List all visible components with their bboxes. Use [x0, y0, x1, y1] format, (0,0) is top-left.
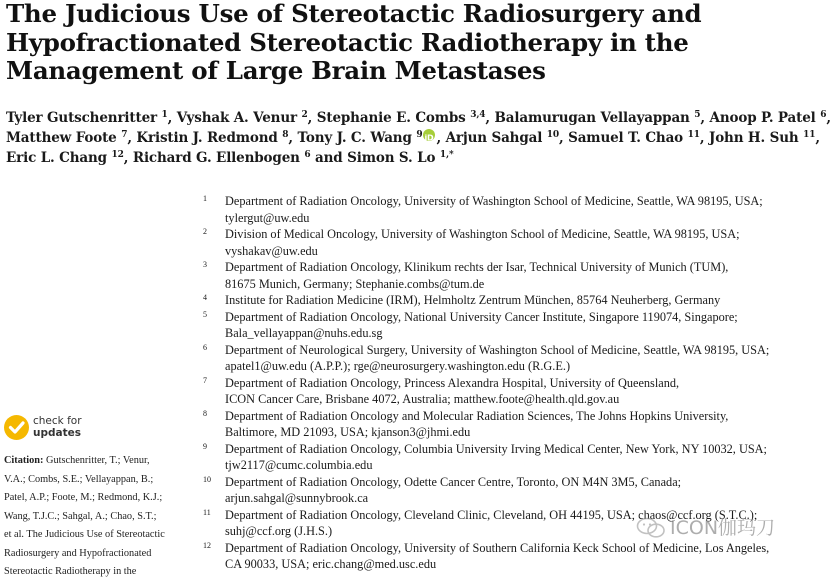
wechat-icon: [636, 517, 666, 543]
affiliation-number: 9: [203, 441, 207, 451]
author-name[interactable]: Arjun Sahgal: [445, 130, 543, 146]
author-name[interactable]: Kristin J. Redmond: [136, 130, 278, 146]
affiliation-number: 10: [203, 474, 211, 484]
author-affil-ref[interactable]: 1,*: [439, 150, 454, 160]
affiliation-text: Division of Medical Oncology, University of Washington School of Medicine, Seattle, WA 98195, USA;: [225, 227, 740, 241]
affiliation-item: [203, 259, 808, 292]
affiliation-email[interactable]: 81675 Munich, Germany; Stephanie.combs@tum.de: [225, 276, 485, 291]
author-separator: ,: [559, 130, 569, 146]
author-name[interactable]: Stephanie E. Combs: [316, 110, 466, 126]
affiliation-number: 6: [203, 342, 207, 352]
affiliation-number: 11: [203, 507, 211, 517]
affiliation-text: Department of Radiation Oncology, University of Washington School of Medicine, Seattle, WA 98195, USA;: [225, 194, 763, 208]
author-separator: ,: [815, 130, 820, 146]
affiliation-text: Department of Radiation Oncology, Princess Alexandra Hospital, University of Queensland,: [225, 375, 680, 390]
affiliation-number: 5: [203, 309, 207, 319]
affiliation-item: [203, 193, 808, 226]
author-name[interactable]: Matthew Foote: [6, 130, 117, 146]
author-name[interactable]: Anoop P. Patel: [709, 110, 816, 126]
affiliation-number: 8: [203, 408, 207, 418]
author-name[interactable]: John H. Suh: [708, 130, 799, 146]
affiliation-item: [203, 292, 808, 309]
title-line: Management of Large Brain Metastases: [6, 56, 546, 85]
author-separator: ,: [700, 110, 710, 126]
author-name[interactable]: Simon S. Lo: [347, 150, 436, 166]
orcid-icon[interactable]: [423, 129, 435, 141]
author-affil-ref[interactable]: 3,4: [470, 110, 486, 120]
affiliation-item: [203, 226, 808, 259]
affiliation-item: [203, 474, 808, 507]
citation-block: [4, 452, 194, 582]
affiliation-email[interactable]: CA 90033, USA; eric.chang@med.usc.edu: [225, 557, 437, 571]
affiliation-text: Department of Radiation Oncology, Odette Cancer Centre, Toronto, ON M4N 3M5, Canada;: [225, 474, 682, 489]
check-updates-line1: check for: [33, 415, 82, 427]
author-affil-ref[interactable]: 6: [820, 110, 827, 120]
author-affil-ref[interactable]: 8: [282, 130, 289, 140]
citation-line: Wang, T.J.C.; Sahgal, A.; Chao, S.T.;: [4, 510, 157, 522]
author-affil-ref[interactable]: 2: [301, 110, 308, 120]
author-name[interactable]: Eric L. Chang: [6, 150, 107, 166]
author-separator: ,: [123, 150, 133, 166]
affiliation-number: 12: [203, 540, 211, 550]
affiliation-email[interactable]: arjun.sahgal@sunnybrook.ca: [225, 491, 369, 505]
affiliation-email[interactable]: ICON Cancer Care, Brisbane 4072, Australia; matthew.foote@health.qld.gov.au: [225, 392, 620, 406]
citation-line: V.A.; Combs, S.E.; Vellayappan, B.;: [4, 473, 154, 485]
affiliation-email[interactable]: Baltimore, MD 21093, USA; kjanson3@jhmi.edu: [225, 425, 471, 439]
author-separator: ,: [826, 110, 831, 126]
citation-line: Stereotactic Radiotherapy in the: [4, 566, 137, 577]
author-affil-ref[interactable]: 12: [111, 150, 124, 160]
paper-title: [6, 0, 806, 86]
affiliation-text: Department of Radiation Oncology and Molecular Radiation Sciences, The Johns Hopkins University,: [225, 408, 729, 423]
author-line: [6, 148, 811, 168]
author-affil-ref[interactable]: 10: [546, 130, 559, 140]
citation-line: et al. The Judicious Use of Stereotactic: [4, 529, 165, 540]
citation-text: Gutschenritter, T.; Venur,: [43, 455, 150, 466]
affiliation-text: Department of Radiation Oncology, Columbia University Irving Medical Center, New York, NY 10032, USA;: [225, 441, 767, 456]
affiliation-number: 7: [203, 375, 207, 385]
affiliation-number: 4: [203, 293, 207, 302]
author-affil-ref[interactable]: 11: [803, 130, 816, 140]
check-icon: [4, 415, 29, 440]
author-name[interactable]: Tyler Gutschenritter: [6, 110, 157, 126]
affiliation-item: [203, 441, 808, 474]
affiliation-number: 3: [203, 260, 207, 269]
author-name[interactable]: Tony J. C. Wang: [297, 130, 412, 146]
author-line: [6, 108, 831, 128]
author-separator: ,: [288, 130, 298, 146]
affiliation-email[interactable]: apatel1@uw.edu (A.P.P.); rge@neurosurgery.washington.edu (R.G.E.): [225, 359, 571, 373]
author-affil-ref[interactable]: 6: [304, 150, 311, 160]
author-separator: ,: [699, 130, 709, 146]
affiliation-item: [203, 408, 808, 441]
author-list: [6, 108, 831, 168]
author-name[interactable]: Richard G. Ellenbogen: [132, 150, 300, 166]
check-updates-line2: updates: [33, 427, 81, 439]
author-separator: ,: [127, 130, 137, 146]
title-line: Hypofractionated Stereotactic Radiotherapy in the: [6, 27, 689, 57]
check-for-updates-badge[interactable]: [4, 414, 104, 442]
watermark-text: ICON伽玛刀: [670, 517, 776, 539]
affiliation-email[interactable]: tjw2117@cumc.columbia.edu: [225, 458, 373, 472]
affiliation-number: 2: [203, 227, 207, 236]
affiliation-item: [203, 540, 808, 573]
affiliation-text: Department of Radiation Oncology, Klinikum rechts der Isar, Technical University of Munich (TUM),: [225, 260, 729, 274]
watermark: [636, 514, 806, 542]
author-affil-ref[interactable]: 9: [416, 130, 423, 140]
author-name[interactable]: Samuel T. Chao: [568, 130, 684, 146]
author-separator: ,: [436, 130, 446, 146]
citation-line: Patel, A.P.; Foote, M.; Redmond, K.J.;: [4, 492, 163, 503]
author-separator: and: [310, 150, 348, 166]
author-affil-ref[interactable]: 1: [161, 110, 168, 120]
author-line: [6, 128, 820, 148]
author-separator: ,: [167, 110, 177, 126]
author-name[interactable]: Balamurugan Vellayappan: [494, 110, 690, 126]
citation-line: [4, 452, 194, 471]
affiliation-text: Department of Radiation Oncology, Cleveland Clinic, Cleveland, OH 44195, USA; chaos@ccf.org (S.T.C.);: [225, 507, 758, 522]
affiliation-text: Department of Neurological Surgery, University of Washington School of Medicine, Seattle, WA 98195, USA;: [225, 342, 770, 357]
citation-label: Citation:: [4, 455, 44, 466]
affiliation-text: Department of Radiation Oncology, National University Cancer Institute, Singapore 119074, Singapore;: [225, 309, 738, 324]
affiliation-email[interactable]: vyshakav@uw.edu: [225, 243, 318, 258]
author-affil-ref[interactable]: 11: [687, 130, 700, 140]
affiliation-number: 1: [203, 194, 207, 203]
author-separator: ,: [485, 110, 495, 126]
author-affil-ref[interactable]: 7: [121, 130, 128, 140]
svg-text:iD: iD: [424, 133, 434, 143]
affiliation-text: Department of Radiation Oncology, University of Southern California Keck School of Medicine, Los Angeles,: [225, 540, 770, 555]
author-name[interactable]: Vyshak A. Venur: [176, 110, 297, 126]
affiliation-item: [203, 342, 808, 375]
affiliation-email[interactable]: suhj@ccf.org (J.H.S.): [225, 524, 333, 538]
title-line: The Judicious Use of Stereotactic Radiosurgery and: [6, 0, 702, 28]
affiliation-email[interactable]: Bala_vellayappan@nuhs.edu.sg: [225, 326, 383, 340]
affiliation-item: [203, 309, 808, 342]
author-affil-ref[interactable]: 5: [694, 110, 701, 120]
citation-line: Radiosurgery and Hypofractionated: [4, 547, 152, 559]
affiliation-text: Institute for Radiation Medicine (IRM), Helmholtz Zentrum München, 85764 Neuherberg, Germany: [225, 293, 721, 307]
affiliation-item: [203, 375, 808, 408]
author-separator: ,: [307, 110, 317, 126]
affiliation-email[interactable]: tylergut@uw.edu: [225, 210, 310, 225]
